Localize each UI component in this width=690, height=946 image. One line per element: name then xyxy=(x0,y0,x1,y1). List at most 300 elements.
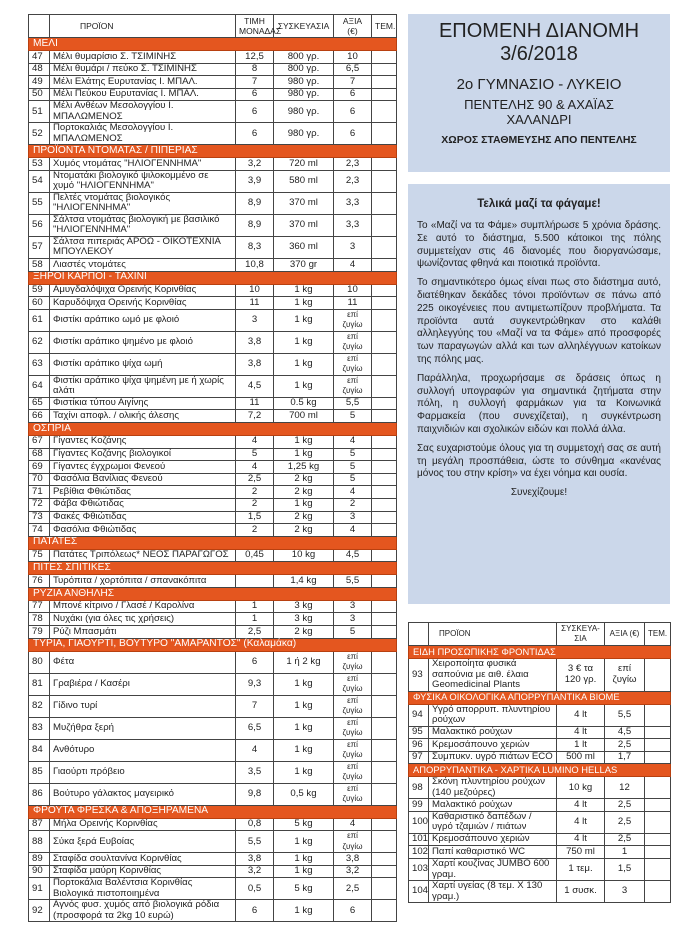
item-price: 6 xyxy=(236,88,274,101)
item-pack: 1 kg xyxy=(274,297,334,310)
item-value: 5,5 xyxy=(605,704,645,726)
item-number: 82 xyxy=(29,695,50,717)
item-price: 2,5 xyxy=(236,473,274,486)
item-name: Αγνός φυσ. χυμός από βιολογικά ρόδια (προσφορά τα 2kg 10 ευρώ) xyxy=(50,900,236,922)
item-number: 92 xyxy=(29,900,50,922)
item-name: Σταφίδα μαύρη Κορινθίας xyxy=(50,865,236,878)
table-row xyxy=(409,881,671,903)
item-price: 7 xyxy=(236,695,274,717)
item-number: 90 xyxy=(29,865,50,878)
item-qty xyxy=(645,751,671,764)
item-price: 11 xyxy=(236,397,274,410)
item-qty xyxy=(372,853,397,866)
section-header-row xyxy=(29,536,397,549)
item-pack: 1 kg xyxy=(274,900,334,922)
item-pack: 1 kg xyxy=(274,865,334,878)
item-value: 4 xyxy=(334,818,372,831)
item-name: Χειροποίητα φυσικά σαπούνια με αιθ. έλαια Geomedicinal Plants xyxy=(429,659,557,692)
right-col-qty-header: ΤΕΜ. xyxy=(645,623,671,646)
table-row xyxy=(29,818,397,831)
item-pack: 1 kg xyxy=(274,435,334,448)
item-price: 5 xyxy=(236,448,274,461)
item-number: 57 xyxy=(29,236,50,258)
item-value: 2,5 xyxy=(605,833,645,846)
item-number: 76 xyxy=(29,575,50,588)
item-number: 64 xyxy=(29,375,50,397)
item-pack: 4 lt xyxy=(557,799,605,812)
item-price: 3,2 xyxy=(236,865,274,878)
item-name: Χαρτί υγείας (8 τεμ. X 130 γραμ.) xyxy=(429,881,557,903)
item-name: Τυρόπιτα / χορτόπιτα / σπανακόπιτα xyxy=(50,575,236,588)
item-qty xyxy=(372,461,397,474)
item-number: 85 xyxy=(29,761,50,783)
item-value: 4 xyxy=(334,435,372,448)
item-qty xyxy=(645,777,671,799)
table-row xyxy=(29,695,397,717)
item-price: 2 xyxy=(236,498,274,511)
item-value: 5 xyxy=(334,473,372,486)
right-col-value-header: ΑΞΙΑ (€) xyxy=(605,623,645,646)
item-number: 55 xyxy=(29,192,50,214)
item-number: 60 xyxy=(29,297,50,310)
item-pack: 5 kg xyxy=(274,878,334,900)
item-pack: 2 kg xyxy=(274,524,334,537)
item-value: 6 xyxy=(334,101,372,123)
item-qty xyxy=(372,435,397,448)
item-pack: 1,4 kg xyxy=(274,575,334,588)
item-qty xyxy=(645,704,671,726)
item-value: 3,3 xyxy=(334,214,372,236)
item-value: 3 xyxy=(334,600,372,613)
item-value: 12 xyxy=(605,777,645,799)
item-pack: 370 ml xyxy=(274,214,334,236)
item-value: 1 xyxy=(605,846,645,859)
item-qty xyxy=(372,473,397,486)
item-qty xyxy=(372,878,397,900)
item-qty xyxy=(372,613,397,626)
item-number: 77 xyxy=(29,600,50,613)
table-row xyxy=(409,704,671,726)
item-qty xyxy=(372,600,397,613)
item-value: 5,5 xyxy=(334,397,372,410)
section-header-row xyxy=(29,145,397,158)
item-price: 2 xyxy=(236,486,274,499)
item-name: Μέλι Ελάτης Ευρυτανίας Ι. ΜΠΑΛ. xyxy=(50,76,236,89)
item-number: 102 xyxy=(409,846,429,859)
item-value: 1,5 xyxy=(605,859,645,881)
item-price: 3,8 xyxy=(236,353,274,375)
item-price: 6 xyxy=(236,101,274,123)
item-pack: 4 lt xyxy=(557,726,605,739)
item-name: Φιστίκι αράπικο ψημένο με φλοιό xyxy=(50,331,236,353)
item-qty xyxy=(372,448,397,461)
item-name: Λιαστές ντομάτες xyxy=(50,258,236,271)
item-pack: 580 ml xyxy=(274,170,334,192)
item-number: 68 xyxy=(29,448,50,461)
right-table-body xyxy=(409,646,671,903)
section-header-row xyxy=(29,638,397,651)
item-qty xyxy=(645,726,671,739)
item-value: 2,5 xyxy=(605,799,645,812)
item-number: 53 xyxy=(29,158,50,171)
table-row xyxy=(29,448,397,461)
table-row xyxy=(409,799,671,812)
item-name: Σάλτσα πιπεριάς ΑΡΟΩ - ΟΙΚΟΤΕΧΝΙΑ ΜΠΟΥΛΕΚΟΥ xyxy=(50,236,236,258)
item-price: 3,8 xyxy=(236,853,274,866)
item-qty xyxy=(372,651,397,673)
item-number: 63 xyxy=(29,353,50,375)
item-price: 8,9 xyxy=(236,214,274,236)
section-title: ΟΣΠΡΙΑ xyxy=(29,422,397,435)
item-number: 97 xyxy=(409,751,429,764)
item-value: επί ζυγίω xyxy=(334,375,372,397)
item-name: Φακές Φθιώτιδας xyxy=(50,511,236,524)
item-pack: 1 kg xyxy=(274,853,334,866)
item-number: 50 xyxy=(29,88,50,101)
table-row xyxy=(29,613,397,626)
item-qty xyxy=(372,170,397,192)
section-header-row xyxy=(29,271,397,284)
item-pack: 980 γρ. xyxy=(274,76,334,89)
item-qty xyxy=(372,673,397,695)
item-price: 6 xyxy=(236,651,274,673)
item-qty xyxy=(645,833,671,846)
item-value: επί ζυγίω xyxy=(334,651,372,673)
item-price: 1 xyxy=(236,613,274,626)
item-qty xyxy=(645,859,671,881)
message-paragraph-1: Το «Μαζί να τα Φάμε» συμπλήρωσε 5 χρόνια δράσης. Σε αυτό το διάστημα, 5.500 κάτοικοι της πόλης συμμετείχαν στις 46 διανομές που διοργανώσαμε, ψωνίζοντας φθηνά και ποιοτικά προϊόντα. xyxy=(417,220,661,270)
item-qty xyxy=(372,783,397,805)
table-row xyxy=(29,309,397,331)
item-value: 4 xyxy=(334,486,372,499)
item-value: 2,5 xyxy=(334,878,372,900)
item-pack: 3 kg xyxy=(274,600,334,613)
item-value: 3,2 xyxy=(334,865,372,878)
item-value: 10 xyxy=(334,284,372,297)
item-number: 80 xyxy=(29,651,50,673)
item-name: Ταχίνι αποφλ. / ολικής άλεσης xyxy=(50,410,236,423)
item-value: 4,5 xyxy=(605,726,645,739)
item-pack: 980 γρ. xyxy=(274,88,334,101)
item-qty xyxy=(372,158,397,171)
table-row xyxy=(29,214,397,236)
item-pack: 1 kg xyxy=(274,331,334,353)
section-header-row xyxy=(29,562,397,575)
item-name: Γίγαντες έγχρωμοι Φενεού xyxy=(50,461,236,474)
item-pack: 1 ή 2 kg xyxy=(274,651,334,673)
item-pack: 1,25 kg xyxy=(274,461,334,474)
item-pack: 1 lt xyxy=(557,739,605,752)
item-number: 91 xyxy=(29,878,50,900)
item-name: Φιστίκι αράπικο ψίχα ωμή xyxy=(50,353,236,375)
table-row xyxy=(29,575,397,588)
item-value: επί ζυγίω xyxy=(334,309,372,331)
table-row xyxy=(409,777,671,799)
item-qty xyxy=(372,626,397,639)
item-qty xyxy=(372,297,397,310)
section-title: ΞΗΡΟΙ ΚΑΡΠΟΙ - ΤΑΧΙΝΙ xyxy=(29,271,397,284)
item-name: Γίγαντες Κοζάνης βιολογικοί xyxy=(50,448,236,461)
col-product-header: ΠΡΟΪΟΝ xyxy=(50,15,236,38)
item-qty xyxy=(372,717,397,739)
item-qty xyxy=(372,309,397,331)
item-pack: 1 kg xyxy=(274,448,334,461)
item-price: 4 xyxy=(236,739,274,761)
table-row xyxy=(29,900,397,922)
distribution-city: ΧΑΛΑΝΔΡΙ xyxy=(506,112,572,127)
item-value: 5 xyxy=(334,410,372,423)
item-price: 10 xyxy=(236,284,274,297)
item-number: 79 xyxy=(29,626,50,639)
item-name: Γραβιέρα / Κασέρι xyxy=(50,673,236,695)
item-qty xyxy=(372,761,397,783)
item-price: 2,5 xyxy=(236,626,274,639)
item-qty xyxy=(645,799,671,812)
item-number: 70 xyxy=(29,473,50,486)
item-qty xyxy=(372,511,397,524)
right-product-table-container xyxy=(408,622,670,903)
section-header-row xyxy=(409,691,671,704)
item-price: 11 xyxy=(236,297,274,310)
item-name: Γίγαντες Κοζάνης xyxy=(50,435,236,448)
item-value: 2,5 xyxy=(605,739,645,752)
item-pack: 2 kg xyxy=(274,473,334,486)
item-number: 104 xyxy=(409,881,429,903)
item-pack: 800 γρ. xyxy=(274,63,334,76)
table-row xyxy=(29,783,397,805)
item-name: Πατάτες Τριπόλεως* ΝΕΟΣ ΠΑΡΑΓΩΓΟΣ xyxy=(50,549,236,562)
table-row xyxy=(29,76,397,89)
table-row xyxy=(409,726,671,739)
item-name: Ανθότυρο xyxy=(50,739,236,761)
item-name: Ντοματάκι βιολογικό ψιλοκομμένο σε χυμό "ΗΛΙΟΓΕΝΝΗΜΑ" xyxy=(50,170,236,192)
item-qty xyxy=(645,739,671,752)
item-value: επί ζυγίω xyxy=(334,695,372,717)
item-number: 54 xyxy=(29,170,50,192)
item-name: Νυχάκι (για όλες τις χρήσεις) xyxy=(50,613,236,626)
section-title: ΤΥΡΙΑ, ΓΙΑΟΥΡΤΙ, ΒΟΥΤΥΡΟ "ΑΜΑΡΑΝΤΟΣ" (Καλαμάκα) xyxy=(29,638,397,651)
item-name: Φέτα xyxy=(50,651,236,673)
distribution-date: 3/6/2018 xyxy=(500,43,578,65)
item-name: Φασόλια Φθιώτιδας xyxy=(50,524,236,537)
item-name: Γίδινο τυρί xyxy=(50,695,236,717)
item-value: 11 xyxy=(334,297,372,310)
item-pack: 1 kg xyxy=(274,673,334,695)
item-pack: 10 kg xyxy=(274,549,334,562)
item-number: 52 xyxy=(29,123,50,145)
item-price: 8 xyxy=(236,63,274,76)
next-distribution-panel xyxy=(408,14,670,172)
col-pack-header: ΣΥΣΚΕΥΑΣΙΑ xyxy=(274,15,334,38)
table-row xyxy=(29,192,397,214)
table-row xyxy=(29,461,397,474)
item-price: 6 xyxy=(236,900,274,922)
section-header-row xyxy=(409,764,671,777)
item-price: 3 xyxy=(236,309,274,331)
item-name: Μέλι Πεύκου Ευρυτανίας Ι. ΜΠΑΛ. xyxy=(50,88,236,101)
left-product-table-container xyxy=(28,14,396,922)
section-title: ΑΠΟΡΡΥΠΑΝΤΙΚΑ - ΧΑΡΤΙΚΑ LUMINO HELLAS xyxy=(409,764,671,777)
item-price: 9,3 xyxy=(236,673,274,695)
table-row xyxy=(29,51,397,64)
section-title: ΜΕΛΙ xyxy=(29,38,397,51)
item-value: 2 xyxy=(334,498,372,511)
item-pack: 800 γρ. xyxy=(274,51,334,64)
item-qty xyxy=(645,846,671,859)
table-row xyxy=(409,659,671,692)
item-qty xyxy=(372,831,397,853)
section-title: ΦΡΟΥΤΑ ΦΡΕΣΚΑ & ΑΠΟΞΗΡΑΜΕΝΑ xyxy=(29,805,397,818)
item-number: 95 xyxy=(409,726,429,739)
item-number: 59 xyxy=(29,284,50,297)
item-value: επί ζυγίω xyxy=(334,353,372,375)
item-number: 96 xyxy=(409,739,429,752)
item-name: Πελτές ντομάτας βιολογικός "ΗΛΙΟΓΕΝΝΗΜΑ" xyxy=(50,192,236,214)
item-name: Συμπυκν. υγρό πιάτων ECO xyxy=(429,751,557,764)
item-price: 2 xyxy=(236,524,274,537)
section-header-row xyxy=(29,422,397,435)
item-pack: 720 ml xyxy=(274,158,334,171)
item-pack: 1 kg xyxy=(274,761,334,783)
section-title: ΕΙΔΗ ΠΡΟΣΩΠΙΚΗΣ ΦΡΟΝΤΙΔΑΣ xyxy=(409,646,671,659)
item-name: Βούτυρο γάλακτος μαγειρικό xyxy=(50,783,236,805)
item-number: 101 xyxy=(409,833,429,846)
table-row xyxy=(29,549,397,562)
item-price: 3,9 xyxy=(236,170,274,192)
item-number: 89 xyxy=(29,853,50,866)
left-product-table xyxy=(28,14,397,922)
item-price: 8,9 xyxy=(236,192,274,214)
item-value: 3 xyxy=(334,511,372,524)
message-paragraph-4: Σας ευχαριστούμε όλους για τη συμμετοχή σας σε αυτή τη μεγάλη προσπάθεια, ώστε το σύνθημα «κανένας μόνος του στην κρίση» να έχει νόημα και ουσία. xyxy=(417,442,661,480)
item-qty xyxy=(372,739,397,761)
item-name: Πορτοκαλιάς Μεσολογγίου Ι. ΜΠΑΛΩΜΕΝΟΣ xyxy=(50,123,236,145)
item-number: 61 xyxy=(29,309,50,331)
table-row xyxy=(409,811,671,833)
section-header-row xyxy=(29,587,397,600)
item-number: 93 xyxy=(409,659,429,692)
item-qty xyxy=(372,549,397,562)
item-pack: 4 lt xyxy=(557,811,605,833)
item-qty xyxy=(645,811,671,833)
item-qty xyxy=(372,88,397,101)
item-value: 1,7 xyxy=(605,751,645,764)
item-price: 7 xyxy=(236,76,274,89)
item-name: Αμυγδαλόψιχα Ορεινής Κορινθίας xyxy=(50,284,236,297)
item-value: 10 xyxy=(334,51,372,64)
item-pack: 1 kg xyxy=(274,284,334,297)
table-row xyxy=(29,297,397,310)
item-number: 73 xyxy=(29,511,50,524)
item-value: 2,3 xyxy=(334,158,372,171)
table-row xyxy=(409,859,671,881)
item-qty xyxy=(372,524,397,537)
item-name: Γιαούρτι πρόβειο xyxy=(50,761,236,783)
section-header-row xyxy=(29,38,397,51)
item-name: Μέλι θυμάρι / πεύκο Σ. ΤΣΙΜΙΝΗΣ xyxy=(50,63,236,76)
message-paragraph-2: Το σημαντικότερο όμως είναι πως στο διάστημα αυτό, διατέθηκαν δεκάδες τόνοι προϊόντων σε πάνω από 225 οικογένειες που αντιμετωπίζουν προβλήματα. Τα προϊόντα αυτά συγκεντρώθηκαν στο καλάθι αλληλεγγύης του «Μαζί να τα Φάμε» από προσφορές των παραγωγών αλλά και των αλληλέγγυων κατοίκων της πόλης μας. xyxy=(417,277,661,365)
distribution-school: 2ο ΓΥΜΝΑΣΙΟ - ΛΥΚΕΙΟ xyxy=(456,76,622,93)
item-qty xyxy=(372,236,397,258)
item-value: 3 xyxy=(334,613,372,626)
table-row xyxy=(29,258,397,271)
item-name: Χαρτί κουζίνας JUMBO 600 γραμ. xyxy=(429,859,557,881)
item-qty xyxy=(372,123,397,145)
right-product-table xyxy=(408,622,671,903)
item-name: Μυζήθρα ξερή xyxy=(50,717,236,739)
right-col-pack-header: ΣΥΣΚΕΥΑ-ΣΙΑ xyxy=(557,623,605,646)
item-qty xyxy=(372,410,397,423)
table-row xyxy=(29,511,397,524)
section-header-row xyxy=(29,805,397,818)
item-value: επί ζυγίω xyxy=(334,761,372,783)
item-number: 47 xyxy=(29,51,50,64)
item-price: 7,2 xyxy=(236,410,274,423)
section-title: ΠΙΤΕΣ ΣΠΙΤΙΚΕΣ xyxy=(29,562,397,575)
item-qty xyxy=(372,284,397,297)
item-pack: 0,5 kg xyxy=(274,783,334,805)
item-name: Ρεβίθια Φθιώτιδας xyxy=(50,486,236,499)
item-qty xyxy=(645,881,671,903)
table-row xyxy=(29,170,397,192)
item-price: 3,5 xyxy=(236,761,274,783)
item-name: Φιστίκι αράπικο ωμό με φλοιό xyxy=(50,309,236,331)
item-qty xyxy=(372,51,397,64)
item-price: 0,8 xyxy=(236,818,274,831)
item-price: 0,45 xyxy=(236,549,274,562)
item-price: 10,8 xyxy=(236,258,274,271)
item-qty xyxy=(372,375,397,397)
item-pack: 3 kg xyxy=(274,613,334,626)
table-row xyxy=(29,524,397,537)
item-name: Σκόνη πλυντηρίου ρούχων (140 μεζούρες) xyxy=(429,777,557,799)
item-qty xyxy=(372,192,397,214)
item-pack: 4 lt xyxy=(557,833,605,846)
table-row xyxy=(29,63,397,76)
item-pack: 3 € τα 120 γρ. xyxy=(557,659,605,692)
table-row xyxy=(29,331,397,353)
item-value: 3 xyxy=(334,236,372,258)
item-value: επί ζυγίω xyxy=(334,331,372,353)
item-value: επί ζυγίω xyxy=(605,659,645,692)
section-title: ΡΥΖΙΑ ΑΝΘΗΛΗΣ xyxy=(29,587,397,600)
message-closing: Συνεχίζουμε! xyxy=(510,487,568,499)
item-name: Μήλα Ορεινής Κορινθίας xyxy=(50,818,236,831)
item-value: επί ζυγίω xyxy=(334,717,372,739)
item-qty xyxy=(372,486,397,499)
right-column xyxy=(408,14,670,604)
table-row xyxy=(29,123,397,145)
table-row xyxy=(29,878,397,900)
item-number: 56 xyxy=(29,214,50,236)
table-row xyxy=(29,673,397,695)
table-row xyxy=(29,410,397,423)
item-qty xyxy=(372,818,397,831)
item-value: 4 xyxy=(334,258,372,271)
item-name: Σύκα ξερά Ευβοίας xyxy=(50,831,236,853)
item-pack: 2 kg xyxy=(274,511,334,524)
item-value: 2,3 xyxy=(334,170,372,192)
item-pack: 1 kg xyxy=(274,498,334,511)
table-row xyxy=(29,831,397,853)
item-price: 4 xyxy=(236,435,274,448)
table-row xyxy=(29,284,397,297)
item-name: Ρύζι Μπασμάτι xyxy=(50,626,236,639)
message-paragraph-3: Παράλληλα, προχωρήσαμε σε δράσεις όπως η συλλογή υπογραφών για σημαντικά ζητήματα στην πόλη, η συλλογή φαρμάκων για τα Κοινωνικά Φαρμακεία (που συνεχίζεται), η συγκέντρωση παιχνιδιών και σχολικών ειδών και πολλά άλλα. xyxy=(417,372,661,435)
item-qty xyxy=(372,397,397,410)
item-qty xyxy=(372,331,397,353)
item-number: 71 xyxy=(29,486,50,499)
